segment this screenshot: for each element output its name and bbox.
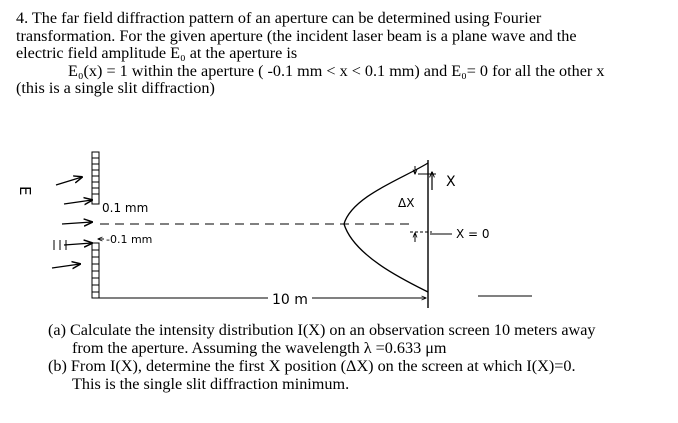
problem-line-3: electric field amplitude E₀ at the aperture is <box>16 44 298 63</box>
aperture-upper-plate <box>92 152 99 204</box>
aperture-lower-plate <box>92 243 110 298</box>
problem-line-2: transformation. For the given aperture (the incident laser beam is a plane wave and the <box>16 26 577 45</box>
top-slit-label: 0.1 mm <box>102 201 149 215</box>
screen-x-label: X <box>446 174 456 190</box>
bottom-slit-label: -0.1 mm <box>106 233 153 246</box>
part-b-line-1: (b) From I(X), determine the first X position (ΔX) on the screen at which I(X)=0. <box>48 357 576 375</box>
part-a-line-1: (a) Calculate the intensity distribution I(X) on an observation screen 10 meters away <box>48 321 596 339</box>
diffraction-diagram <box>0 150 678 322</box>
distance-label: 10 m <box>272 292 308 308</box>
aperture-field-definition: E₀(x) = 1 within the aperture ( -0.1 mm < x < 0.1 mm) and E₀= 0 for all the other x <box>68 61 605 80</box>
problem-line-5: (this is a single slit diffraction) <box>16 79 215 98</box>
problem-statement <box>16 10 666 98</box>
incident-arrows <box>52 177 92 268</box>
delta-x-label: ΔX <box>398 196 415 210</box>
intensity-profile <box>344 163 428 292</box>
field-label: E <box>16 186 34 196</box>
problem-line-1: 4. The far field diffraction pattern of an aperture can be determined using Fourier <box>16 9 542 27</box>
part-b-line-2: This is the single slit diffraction minimum. <box>72 375 350 393</box>
part-a-line-2: from the aperture. Assuming the wavelength λ =0.633 μm <box>72 339 447 357</box>
x-zero-label: X = 0 <box>456 227 490 241</box>
question-parts <box>48 321 668 393</box>
